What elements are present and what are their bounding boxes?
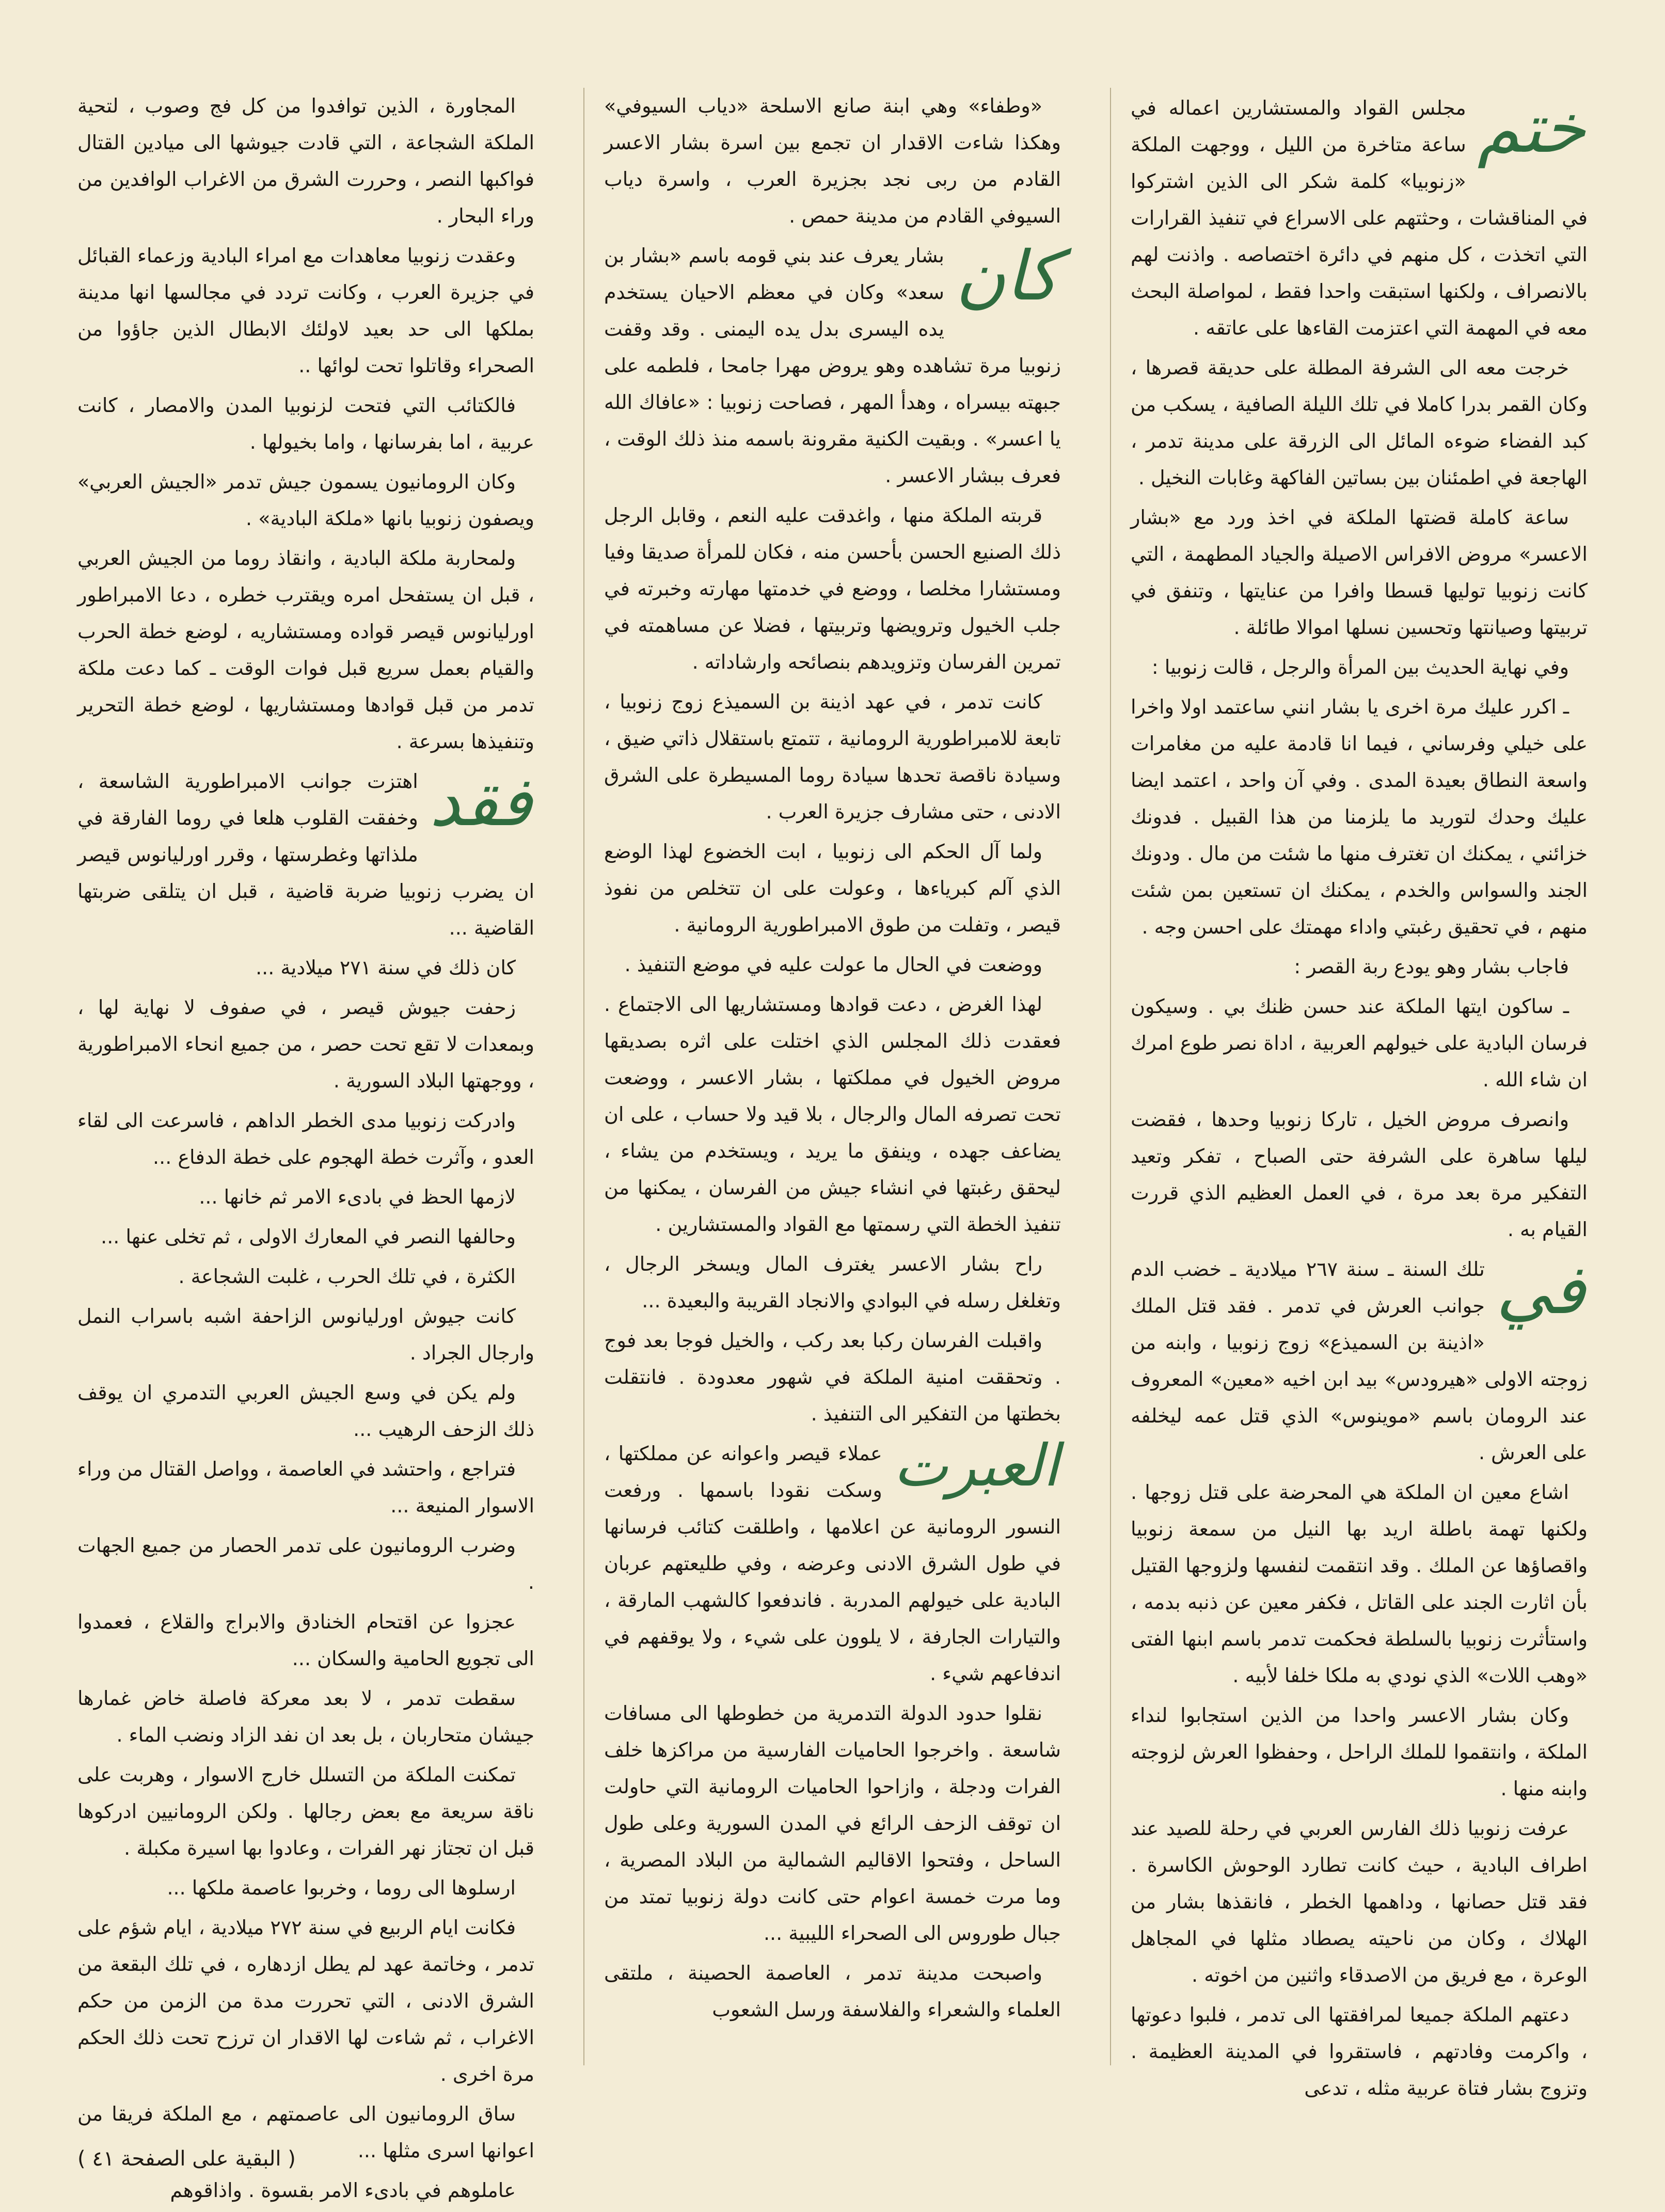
decorative-drop-word: العبرت: [893, 1432, 1059, 1499]
paragraph: وضرب الرومانيون على تدمر الحصار من جميع الجهات .: [77, 1534, 534, 1593]
section-opening: [1131, 90, 1588, 346]
paragraph: عاملوهم في بادىء الامر بقسوة . واذاقوهم: [170, 2179, 516, 2202]
decorative-drop-word: كان: [956, 236, 1059, 316]
paragraph-text: تلك السنة ـ سنة ٢٦٧ ميلادية ـ خضب الدم جوانب العرش في تدمر . فقد قتل الملك «اذينة بن السميذع» زوج زنوبيا ، وابنه من زوجته الاولى «هيرودس» بيد ابن اخيه «معين» المعروف عند الرومان باسم «موينوس» الذي قتل عمه ليخلفه على العرش .: [1131, 1258, 1588, 1464]
paragraph: ـ ساكون ايتها الملكة عند حسن ظنك بي . وسيكون فرسان البادية على خيولهم العربية ، اداة نصر طوع امرك ان شاء الله .: [1131, 995, 1588, 1091]
paragraph: المجاورة ، الذين توافدوا من كل فج وصوب ، لتحية الملكة الشجاعة ، التي قادت جيوشها الى ميادين القتال فواكبها النصر ، وحررت الشرق من الاغراب الوافدين من وراء البحار .: [77, 94, 534, 227]
paragraph: كان ذلك في سنة ٢٧١ ميلادية ...: [256, 956, 516, 979]
decorative-drop-word: ختم: [1477, 89, 1585, 168]
paragraph: فالكتائب التي فتحت لزنوبيا المدن والامصار ، كانت عربية ، اما بفرسانها ، واما بخيولها .: [77, 394, 534, 453]
paragraph-text: مجلس القواد والمستشارين اعماله في ساعة متاخرة من الليل ، ووجهت الملكة «زنوبيا» كلمة شكر الى الذين اشتركوا في المناقشات ، وحثتهم على الاسراع في تنفيذ القرارات التي اتخذت ، كل منهم في دائرة اختصاصه . واذنت لهم بالانصراف ، ولكنها استبقت واحدا فقط ، لمواصلة البحث معه في المهمة التي اعتزمت القاءها على عاتقه .: [1131, 97, 1588, 339]
paragraph: واصبحت مدينة تدمر ، العاصمة الحصينة ، ملتقى العلماء والشعراء والفلاسفة ورسل الشعوب: [604, 1962, 1061, 2021]
paragraph: سقطت تدمر ، لا بعد معركة فاصلة خاض غمارها جيشان متحاربان ، بل بعد ان نفد الزاد ونضب الماء .: [77, 1687, 534, 1746]
paragraph: عجزوا عن اقتحام الخنادق والابراج والقلاع ، فعمدوا الى تجويع الحامية والسكان ...: [77, 1610, 534, 1670]
paragraph: نقلوا حدود الدولة التدمرية من خطوطها الى مسافات شاسعة . واخرجوا الحاميات الفارسية من مراكزها خلف الفرات ودجلة ، وازاحوا الحاميات الرومانية التي حاولت ان توقف الزحف الرائع في المدن السورية وعلى طول الساحل ، وفتحوا الاقاليم الشمالية من البلاد المصرية ، وما مرت خمسة اعوام حتى كانت دولة زنوبيا تمتد من جبال طوروس الى الصحراء الليبية ...: [604, 1702, 1061, 1945]
paragraph: لازمها الحظ في بادىء الامر ثم خانها ...: [199, 1186, 516, 1208]
section-opening: [604, 238, 1061, 494]
paragraph: وعقدت زنوبيا معاهدات مع امراء البادية وزعماء القبائل في جزيرة العرب ، وكانت تردد في مجالسها انها مدينة بملكها الى حد بعيد لاولئك الابطال الذين جاؤوا من الصحراء وقاتلوا تحت لوائها ..: [77, 244, 534, 377]
paragraph: قربته الملكة منها ، واغدقت عليه النعم ، وقابل الرجل ذلك الصنيع الحسن بأحسن منه ، فكان للمرأة صديقا وفيا ومستشارا مخلصا ، ووضع في خدمتها مهارته وخبرته في جلب الخيول وترويضها وتربيتها ، فضلا عن مساهمته في تمرين الفرسان وتزويدهم بنصائحه وارشاداته .: [604, 504, 1061, 673]
column-right: [1110, 88, 1588, 2099]
paragraph: ولم يكن في وسع الجيش العربي التدمري ان يوقف ذلك الزحف الرهيب ...: [77, 1381, 534, 1441]
paragraph-text: عملاء قيصر واعوانه عن مملكتها ، وسكت نقودا باسمها . ورفعت النسور الرومانية عن اعلامها ، واطلقت كتائب فرسانها في طول الشرق الادنى وعرضه ، وفي طليعتهم عربان البادية على خيولهم المدربة . فاندفعوا كالشهب المارقة ، والتيارات الجارفة ، لا يلوون على شيء ، ولا يوقفهم في اندفاعهم شيء .: [604, 1442, 1061, 1685]
paragraph: راح بشار الاعسر يغترف المال ويسخر الرجال ، وتغلغل رسله في البوادي والانجاد القريبة والبعيدة ...: [604, 1253, 1061, 1312]
section-opening: [1131, 1251, 1588, 1471]
paragraph: دعتهم الملكة جميعا لمرافقتها الى تدمر ، فلبوا دعوتها ، واكرمت وفادتهم ، فاستقروا في المدينة العظيمة . وتزوج بشار فتاة عربية مثله ، تدعى: [1131, 2003, 1588, 2099]
section-opening: [77, 763, 534, 946]
paragraph: ساق الرومانيون الى عاصمتهم ، مع الملكة فريقا من اعوانها اسرى مثلها ...: [77, 2103, 534, 2162]
paragraph: ارسلوها الى روما ، وخربوا عاصمة ملكها ...: [167, 1876, 516, 1899]
paragraph: ـ اكرر عليك مرة اخرى يا بشار انني ساعتمد اولا واخرا على خيلي وفرساني ، فيما انا قادمة عليه من مغامرات واسعة النطاق بعيدة المدى . وفي آن واحد ، اعتمد ايضا عليك وحدك لتوريد ما يلزمنا من هذا القبيل . فدونك خزائني ، يمكنك ان تغترف منها ما شئت من مال . ودونك الجند والسواس والخدم ، يمكنك ان تستعين بمن شئت منهم ، في تحقيق رغبتي واداء مهمتك على احسن وجه .: [1131, 696, 1588, 938]
paragraph: فاجاب بشار وهو يودع ربة القصر :: [1294, 955, 1569, 978]
paragraph: «وطفاء» وهي ابنة صانع الاسلحة «دياب السيوفي» وهكذا شاءت الاقدار ان تجمع بين اسرة بشار الاعسر القادم من ربى نجد بجزيرة العرب ، واسرة دياب السيوفي القادم من مدينة حمص .: [604, 94, 1061, 227]
paragraph: ووضعت في الحال ما عولت عليه في موضع التنفيذ .: [624, 953, 1042, 976]
paragraph: كانت تدمر ، في عهد اذينة بن السميذع زوج زنوبيا ، تابعة للامبراطورية الرومانية ، تتمتع باستقلال ذاتي ضيق ، وسيادة ناقصة تحدها سيادة روما المسيطرة على الشرق الادنى ، حتى مشارف جزيرة العرب .: [604, 690, 1061, 823]
paragraph: زحفت جيوش قيصر ، في صفوف لا نهاية لها ، وبمعدات لا تقع تحت حصر ، من جميع انحاء الامبراطورية ، ووجهتها البلاد السورية .: [77, 996, 534, 1092]
paragraph: ولمحاربة ملكة البادية ، وانقاذ روما من الجيش العربي ، قبل ان يستفحل امره ويقترب خطره ، دعا الامبراطور اورليانوس قيصر قواده ومستشاريه ، لوضع خطة الحرب والقيام بعمل سريع قبل فوات الوقت ـ كما دعت ملكة تدمر من قبل قوادها ومستشاريها ، لوضع خطة التحرير وتنفيذها بسرعة .: [77, 547, 534, 753]
decorative-drop-word: فقد: [429, 762, 532, 842]
paragraph: خرجت معه الى الشرفة المطلة على حديقة قصرها ، وكان القمر بدرا كاملا في تلك الليلة الصافية ، يسكب من كبد الفضاء ضوءه المائل الى الزرقة على مدينة تدمر ، الهاجعة في اطمئنان بين بساتين الفاكهة وغابات النخيل .: [1131, 356, 1588, 489]
paragraph: فتراجع ، واحتشد في العاصمة ، وواصل القتال من وراء الاسوار المنيعة ...: [77, 1458, 534, 1517]
column-middle: [583, 88, 1061, 2065]
paragraph: ولما آل الحكم الى زنوبيا ، ابت الخضوع لهذا الوضع الذي آلم كبرياءها ، وعولت على ان تتخلص من نفوذ قيصر ، وتفلت من طوق الامبراطورية الرومانية .: [604, 840, 1061, 936]
paragraph: وكان الرومانيون يسمون جيش تدمر «الجيش العربي» ويصفون زنوبيا بانها «ملكة البادية» .: [77, 470, 534, 530]
paragraph: اشاع معين ان الملكة هي المحرضة على قتل زوجها . ولكنها تهمة باطلة اريد بها النيل من سمعة زنوبيا واقصاؤها عن الملك . وقد انتقمت لنفسها ولزوجها القتيل بأن اثارت الجند على القاتل ، فكفر معين عن ذنبه بدمه ، واستأثرت زنوبيا بالسلطة فحكمت تدمر باسم ابنها الفتى «وهب اللات» الذي نودي به ملكا خلفا لأبيه .: [1131, 1481, 1588, 1687]
paragraph-text: بشار يعرف عند بني قومه باسم «بشار بن سعد» وكان في معظم الاحيان يستخدم يده اليسرى بدل يده اليمنى . وقد وقفت زنوبيا مرة تشاهده وهو يروض مهرا جامحا ، فلطمه على جبهته بيسراه ، وهدأ المهر ، فصاحت زنوبيا : «عافاك الله يا اعسر» . وبقيت الكنية مقرونة باسمه منذ ذلك الوقت ، فعرف ببشار الاعسر .: [604, 244, 1061, 487]
paragraph: كانت جيوش اورليانوس الزاحفة اشبه باسراب النمل وارجال الجراد .: [77, 1305, 534, 1364]
paragraph: لهذا الغرض ، دعت قوادها ومستشاريها الى الاجتماع . فعقدت ذلك المجلس الذي اختلت على اثره بصديقها مروض الخيول في مملكتها ، بشار الاعسر ، ووضعت تحت تصرفه المال والرجال ، بلا قيد ولا حساب ، على ان يضاعف جهده ، وينفق ما يريد ، ويستخدم من يشاء ، ليحقق رغبتها في انشاء جيش من الفرسان ، يمكنها من تنفيذ الخطة التي رسمتها مع القواد والمستشارين .: [604, 993, 1061, 1236]
paragraph: وحالفها النصر في المعارك الاولى ، ثم تخلى عنها ...: [101, 1225, 516, 1248]
paragraph: فكانت ايام الربيع في سنة ٢٧٢ ميلادية ، ايام شؤم على تدمر ، وخاتمة عهد لم يطل ازدهاره ، في تلك البقعة من الشرق الادنى ، التي تحررت مدة من الزمن من حكم الاغراب ، ثم شاءت لها الاقدار ان ترزح تحت ذلك الحكم مرة اخرى .: [77, 1916, 534, 2085]
paragraph: وفي نهاية الحديث بين المرأة والرجل ، قالت زنوبيا :: [1151, 656, 1569, 678]
paragraph: وكان بشار الاعسر واحدا من الذين استجابوا لنداء الملكة ، وانتقموا للملك الراحل ، وحفظوا العرش لزوجته وابنه منها .: [1131, 1704, 1588, 1800]
paragraph: واقبلت الفرسان ركبا بعد ركب ، والخيل فوجا بعد فوج . وتحققت امنية الملكة في شهور معدودة . فانتقلت بخطتها من التفكير الى التنفيذ .: [604, 1329, 1061, 1425]
section-opening: [604, 1432, 1061, 1692]
paragraph: وانصرف مروض الخيل ، تاركا زنوبيا وحدها ، فقضت ليلها ساهرة على الشرفة حتى الصباح ، تفكر وتعيد التفكير مرة بعد مرة ، في العمل العظيم الذي قررت القيام به .: [1131, 1108, 1588, 1241]
paragraph: عرفت زنوبيا ذلك الفارس العربي في رحلة للصيد عند اطراف البادية ، حيث كانت تطارد الوحوش الكاسرة . فقد قتل حصانها ، وداهمها الخطر ، فانقذها بشار من الهلاك ، وكان من ناحيته يصطاد مثلها في المجاهل الوعرة ، مع فريق من الاصدقاء واثنين من اخوته .: [1131, 1817, 1588, 1986]
paragraph: ساعة كاملة قضتها الملكة في اخذ ورد مع «بشار الاعسر» مروض الافراس الاصيلة والجياد المطهمة ، التي كانت زنوبيا توليها قسطا وافرا من عنايتها ، وتنفق في تربيتها وصيانتها وتحسين نسلها اموالا طائلة .: [1131, 506, 1588, 639]
paragraph: الكثرة ، في تلك الحرب ، غلبت الشجاعة .: [178, 1265, 516, 1288]
continuation-note: ( البقية على الصفحة ٤١ ): [77, 2147, 296, 2171]
paragraph-text: اهتزت جوانب الامبراطورية الشاسعة ، وخفقت القلوب هلعا في روما الفارقة في ملذاتها وغطرستها ، وقرر اورليانوس قيصر ان يضرب زنوبيا ضربة قاضية ، قبل ان يتلقى ضربتها القاضية ...: [77, 770, 534, 939]
paragraph: تمكنت الملكة من التسلل خارج الاسوار ، وهربت على ناقة سريعة مع بعض رجالها . ولكن الرومانيين ادركوها قبل ان تجتاز نهر الفرات ، وعادوا بها اسيرة مكبلة .: [77, 1763, 534, 1859]
paragraph: وادركت زنوبيا مدى الخطر الداهم ، فاسرعت الى لقاء العدو ، وآثرت خطة الهجوم على خطة الدفاع ...: [77, 1109, 534, 1168]
decorative-drop-word: في: [1496, 1250, 1585, 1330]
